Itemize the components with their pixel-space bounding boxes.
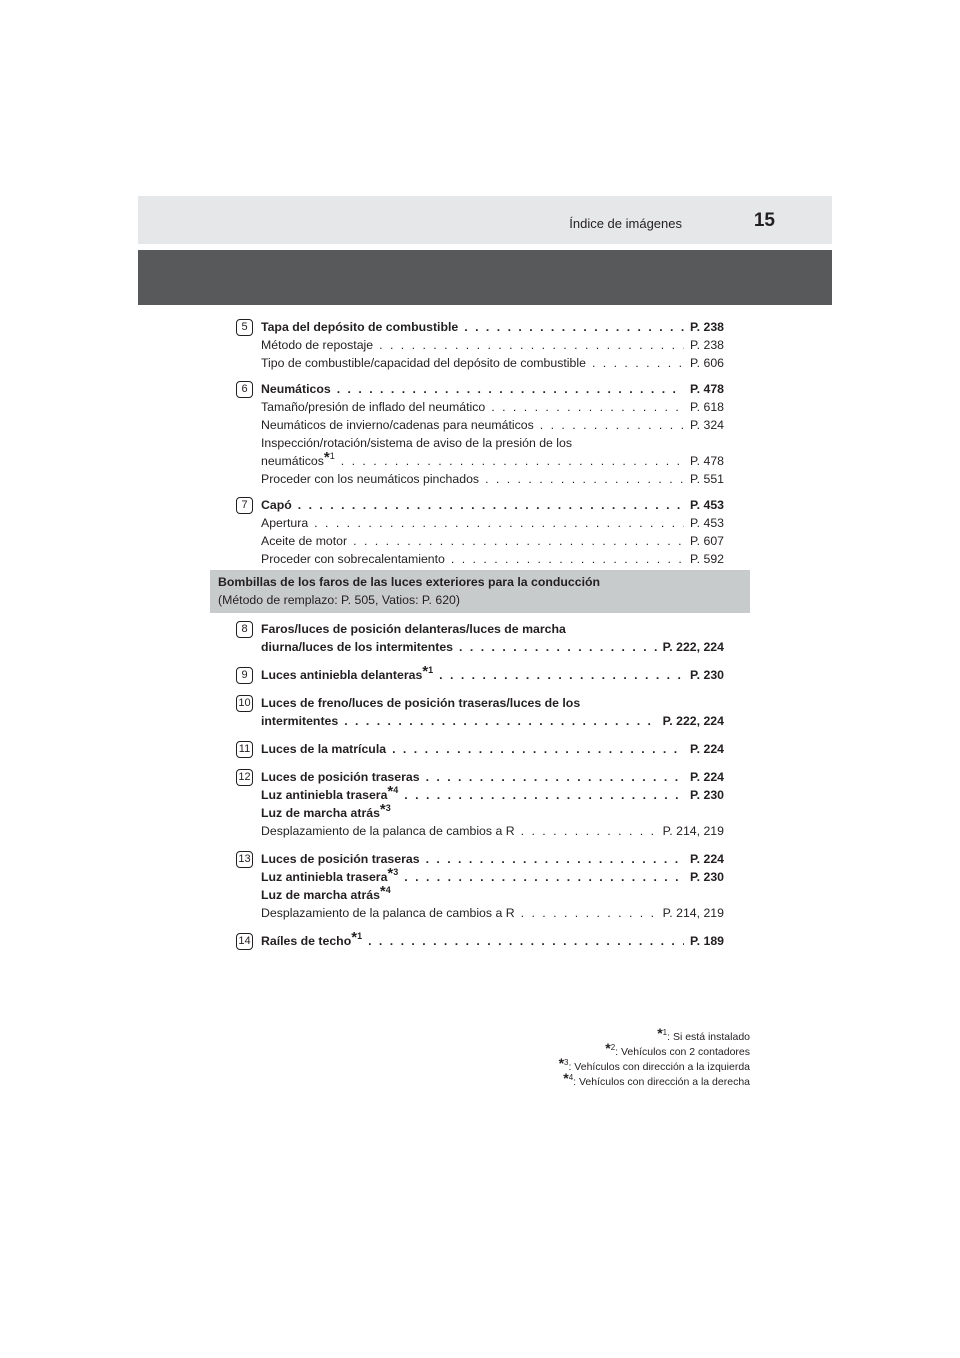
page-ref[interactable]: P. 230	[690, 668, 724, 682]
footnote-number: 4	[393, 785, 399, 795]
entry-label: Raíles de techo$^{*1}$	[261, 929, 363, 948]
dot-leader	[392, 740, 684, 758]
entry-group	[236, 318, 724, 372]
entry-label: Neumáticos	[261, 382, 331, 396]
entry-group	[236, 929, 724, 950]
page-ref[interactable]: P. 238	[690, 338, 724, 352]
page-ref[interactable]: P. 214, 219	[662, 906, 724, 920]
entry-subitem[interactable]	[261, 398, 724, 416]
page-ref[interactable]: P. 189	[690, 934, 724, 948]
footnote-number: 1	[428, 665, 434, 675]
section-subtitle: (Método de remplazo: P. 505, Vatios: P. 620)	[218, 593, 460, 607]
page-ref[interactable]: P. 238	[690, 320, 724, 334]
entry-label: diurna/luces de los intermitentes	[261, 640, 454, 654]
dot-leader	[404, 868, 684, 886]
item-number-badge: 14	[236, 933, 253, 950]
dot-leader	[379, 336, 684, 354]
entry-label: Luz antiniebla trasera$^{*3}$	[261, 865, 399, 884]
entry-label: Tamaño/presión de inflado del neumático	[261, 400, 486, 414]
page-ref[interactable]: P. 230	[690, 788, 724, 802]
section-header	[210, 570, 750, 613]
entry-label: Tipo de combustible/capacidad del depósito de combustible	[261, 356, 586, 370]
page-ref[interactable]: P. 607	[690, 534, 724, 548]
page-ref[interactable]: P. 592	[690, 552, 724, 566]
entry-group	[236, 663, 724, 684]
entry-label: Desplazamiento de la palanca de cambios a R	[261, 824, 515, 838]
item-number-badge: 5	[236, 319, 253, 336]
entry-list	[236, 318, 724, 576]
footnote: $^{*4}$: Vehículos con dirección a la derecha	[563, 1070, 750, 1088]
entry-label: Neumáticos de invierno/cadenas para neumáticos	[261, 418, 534, 432]
entry-subitem[interactable]	[261, 822, 724, 840]
entry-subitem[interactable]	[261, 449, 724, 470]
page-ref[interactable]: P. 224	[690, 770, 724, 784]
footnotes	[558, 1025, 750, 1090]
footnote-number: 1	[329, 451, 335, 461]
entry-label: intermitentes	[261, 714, 339, 728]
dot-leader	[439, 666, 684, 684]
dot-leader	[426, 850, 684, 868]
item-number-badge: 11	[236, 741, 253, 758]
footnote-star: *	[323, 449, 330, 466]
dot-leader	[314, 514, 684, 532]
dot-leader	[592, 354, 684, 372]
entry-label: Desplazamiento de la palanca de cambios a R	[261, 906, 515, 920]
entry-title[interactable]	[261, 865, 724, 886]
entry-title-plain: Luz de marcha atrás$^{*3}$	[261, 801, 391, 820]
dot-leader	[404, 786, 684, 804]
dot-leader	[521, 822, 657, 840]
entry-title[interactable]	[261, 850, 724, 868]
entry-title[interactable]	[261, 712, 724, 730]
footnote: $^{*2}$: Vehículos con 2 contadores	[605, 1040, 750, 1058]
entry-subitem[interactable]	[261, 470, 724, 488]
dot-leader	[459, 638, 657, 656]
dot-leader	[344, 712, 656, 730]
page-ref[interactable]: P. 214, 219	[662, 824, 724, 838]
entry-group	[236, 694, 724, 730]
item-number-badge: 12	[236, 769, 253, 786]
entry-label: Aceite de motor	[261, 534, 348, 548]
entry-group	[236, 620, 724, 656]
footnote-number: 3	[385, 803, 391, 813]
entry-subitem[interactable]	[261, 904, 724, 922]
page-ref[interactable]: P. 478	[690, 454, 724, 468]
item-number-badge: 13	[236, 851, 253, 868]
page-ref[interactable]: P. 606	[690, 356, 724, 370]
footnote-number: 1	[357, 931, 363, 941]
header-title: Índice de imágenes	[569, 216, 682, 231]
entry-subitem[interactable]	[261, 532, 724, 550]
page-ref[interactable]: P. 222, 224	[662, 640, 724, 654]
footnote-star: *	[387, 865, 394, 882]
item-number-badge: 8	[236, 621, 253, 638]
entry-title[interactable]	[261, 929, 724, 950]
footnote: $^{*1}$: Si está instalado	[657, 1025, 750, 1043]
page-ref[interactable]: P. 453	[690, 498, 724, 512]
entry-label: Luces de posición traseras	[261, 852, 420, 866]
entry-group	[236, 740, 724, 758]
footnote-number: 3	[393, 867, 399, 877]
dot-leader	[485, 470, 684, 488]
dot-leader	[337, 380, 684, 398]
page-ref[interactable]: P. 551	[690, 472, 724, 486]
dot-leader	[464, 318, 684, 336]
item-number-badge: 6	[236, 381, 253, 398]
entry-title[interactable]	[261, 318, 724, 336]
entry-title-line1: Luces de freno/luces de posición traseras/luces de los	[261, 696, 581, 710]
page-ref[interactable]: P. 224	[690, 742, 724, 756]
page-number: 15	[753, 210, 775, 231]
entry-title-plain: Luz de marcha atrás$^{*4}$	[261, 883, 391, 902]
entry-list-lights	[236, 620, 724, 960]
entry-title[interactable]	[261, 638, 724, 656]
page-header	[138, 196, 832, 244]
entry-label: Luces antiniebla delanteras$^{*1}$	[261, 663, 434, 682]
page-ref[interactable]: P. 453	[690, 516, 724, 530]
footnote: $^{*3}$: Vehículos con dirección a la izquierda	[558, 1055, 750, 1073]
dot-leader	[521, 904, 657, 922]
entry-label: Luces de la matrícula	[261, 742, 387, 756]
footnote-star: *	[387, 783, 394, 800]
entry-title[interactable]	[261, 496, 724, 514]
entry-label: Luces de posición traseras	[261, 770, 420, 784]
dot-leader	[341, 452, 684, 470]
entry-subitem-line1: Inspección/rotación/sistema de aviso de la presión de los	[261, 436, 573, 450]
footnote-star: *	[422, 663, 429, 680]
section-title: Bombillas de los faros de las luces exteriores para la conducción	[218, 575, 601, 589]
page-ref[interactable]: P. 222, 224	[662, 714, 724, 728]
dot-leader	[540, 416, 684, 434]
dot-leader	[298, 496, 684, 514]
footnote-number: 4	[385, 885, 391, 895]
entry-label: Luz antiniebla trasera$^{*4}$	[261, 783, 399, 802]
entry-subitem[interactable]	[261, 354, 724, 372]
page-ref[interactable]: P. 224	[690, 852, 724, 866]
entry-label: Proceder con sobrecalentamiento	[261, 552, 445, 566]
entry-title[interactable]	[261, 768, 724, 786]
entry-label: Apertura	[261, 516, 309, 530]
footnote-star: *	[351, 929, 358, 946]
page-ref[interactable]: P. 230	[690, 870, 724, 884]
entry-subitem[interactable]	[261, 550, 724, 568]
item-number-badge: 7	[236, 497, 253, 514]
entry-label: Tapa del depósito de combustible	[261, 320, 459, 334]
header-band	[138, 250, 832, 305]
footnote-star: *	[379, 883, 386, 900]
entry-label: Método de repostaje	[261, 338, 374, 352]
entry-group	[236, 768, 724, 840]
entry-label: Proceder con los neumáticos pinchados	[261, 472, 480, 486]
entry-subitem[interactable]	[261, 416, 724, 434]
entry-subitem[interactable]	[261, 336, 724, 354]
page-ref[interactable]: P. 324	[690, 418, 724, 432]
dot-leader	[368, 932, 684, 950]
entry-title[interactable]	[261, 663, 724, 684]
entry-title[interactable]	[261, 380, 724, 398]
entry-label: Capó	[261, 498, 292, 512]
page-ref[interactable]: P. 618	[690, 400, 724, 414]
entry-title[interactable]	[261, 740, 724, 758]
dot-leader	[353, 532, 684, 550]
item-number-badge: 9	[236, 667, 253, 684]
footnote-star: *	[379, 801, 386, 818]
entry-title[interactable]	[261, 783, 724, 804]
entry-group	[236, 496, 724, 568]
item-number-badge: 10	[236, 695, 253, 712]
entry-group	[236, 850, 724, 922]
entry-title-line1: Faros/luces de posición delanteras/luces de marcha	[261, 622, 566, 636]
dot-leader	[491, 398, 684, 416]
dot-leader	[426, 768, 684, 786]
entry-subitem[interactable]	[261, 514, 724, 532]
dot-leader	[451, 550, 684, 568]
entry-label: neumáticos$^{*1}$	[261, 449, 335, 468]
page-ref[interactable]: P. 478	[690, 382, 724, 396]
entry-group	[236, 380, 724, 488]
